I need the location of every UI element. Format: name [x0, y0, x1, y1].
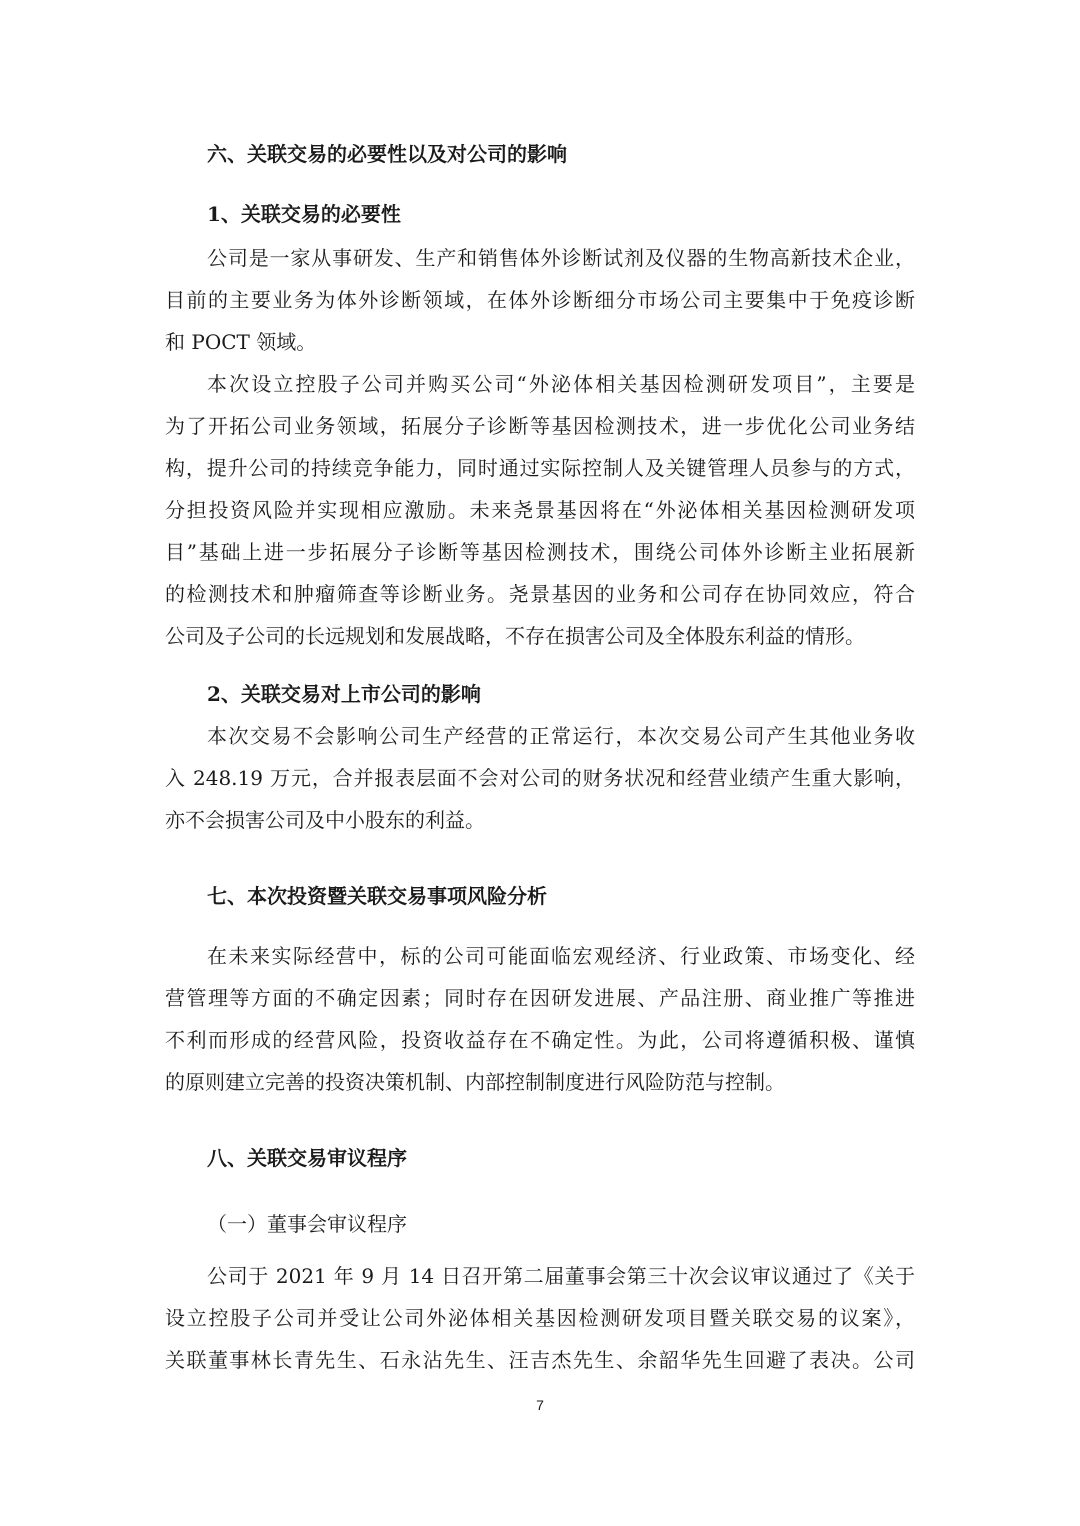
paragraph-line: 不利而形成的经营风险，投资收益存在不确定性。为此，公司将遵循积极、谨慎 [165, 1028, 915, 1052]
paragraph-line: 本次交易不会影响公司生产经营的正常运行，本次交易公司产生其他业务收 [207, 724, 915, 748]
paragraph-line: 公司于 2021 年 9 月 14 日召开第二届董事会第三十次会议审议通过了《关于 [207, 1264, 915, 1288]
page-number: 7 [536, 1397, 544, 1413]
paragraph-line: 营管理等方面的不确定因素；同时存在因研发进展、产品注册、商业推广等推进 [165, 986, 915, 1010]
paragraph-line: 的原则建立完善的投资决策机制、内部控制制度进行风险防范与控制。 [165, 1070, 785, 1094]
paragraph-line: 设立控股子公司并受让公司外泌体相关基因检测研发项目暨关联交易的议案》， [165, 1306, 915, 1330]
paragraph-line: 目”基础上进一步拓展分子诊断等基因检测技术，围绕公司体外诊断主业拓展新 [165, 540, 915, 564]
section-6-2-title: 2、关联交易对上市公司的影响 [207, 682, 481, 706]
paragraph-line: 的检测技术和肿瘤筛查等诊断业务。尧景基因的业务和公司存在协同效应，符合 [165, 582, 915, 606]
section-6-1-title: 1、关联交易的必要性 [207, 202, 401, 226]
section-8-1-title: （一）董事会审议程序 [207, 1212, 407, 1236]
paragraph-line: 入 248.19 万元，合并报表层面不会对公司的财务状况和经营业绩产生重大影响， [165, 766, 915, 790]
paragraph-line: 在未来实际经营中，标的公司可能面临宏观经济、行业政策、市场变化、经 [207, 944, 915, 968]
section-7-title: 七、本次投资暨关联交易事项风险分析 [207, 884, 547, 908]
paragraph-line: 和 POCT 领域。 [165, 330, 317, 354]
paragraph-line: 亦不会损害公司及中小股东的利益。 [165, 808, 485, 832]
paragraph-line: 本次设立控股子公司并购买公司“外泌体相关基因检测研发项目”，主要是 [207, 372, 915, 396]
paragraph-line: 公司是一家从事研发、生产和销售体外诊断试剂及仪器的生物高新技术企业， [207, 246, 915, 270]
paragraph-line: 构，提升公司的持续竞争能力，同时通过实际控制人及关键管理人员参与的方式， [165, 456, 915, 480]
paragraph-line: 目前的主要业务为体外诊断领域，在体外诊断细分市场公司主要集中于免疫诊断 [165, 288, 915, 312]
paragraph-line: 分担投资风险并实现相应激励。未来尧景基因将在“外泌体相关基因检测研发项 [165, 498, 915, 522]
paragraph-line: 关联董事林长青先生、石永沾先生、汪吉杰先生、余韶华先生回避了表决。公司 [165, 1348, 915, 1372]
section-6-title: 六、关联交易的必要性以及对公司的影响 [207, 142, 567, 166]
section-8-title: 八、关联交易审议程序 [207, 1146, 407, 1170]
paragraph-line: 为了开拓公司业务领域，拓展分子诊断等基因检测技术，进一步优化公司业务结 [165, 414, 915, 438]
paragraph-line: 公司及子公司的长远规划和发展战略，不存在损害公司及全体股东利益的情形。 [165, 624, 865, 648]
